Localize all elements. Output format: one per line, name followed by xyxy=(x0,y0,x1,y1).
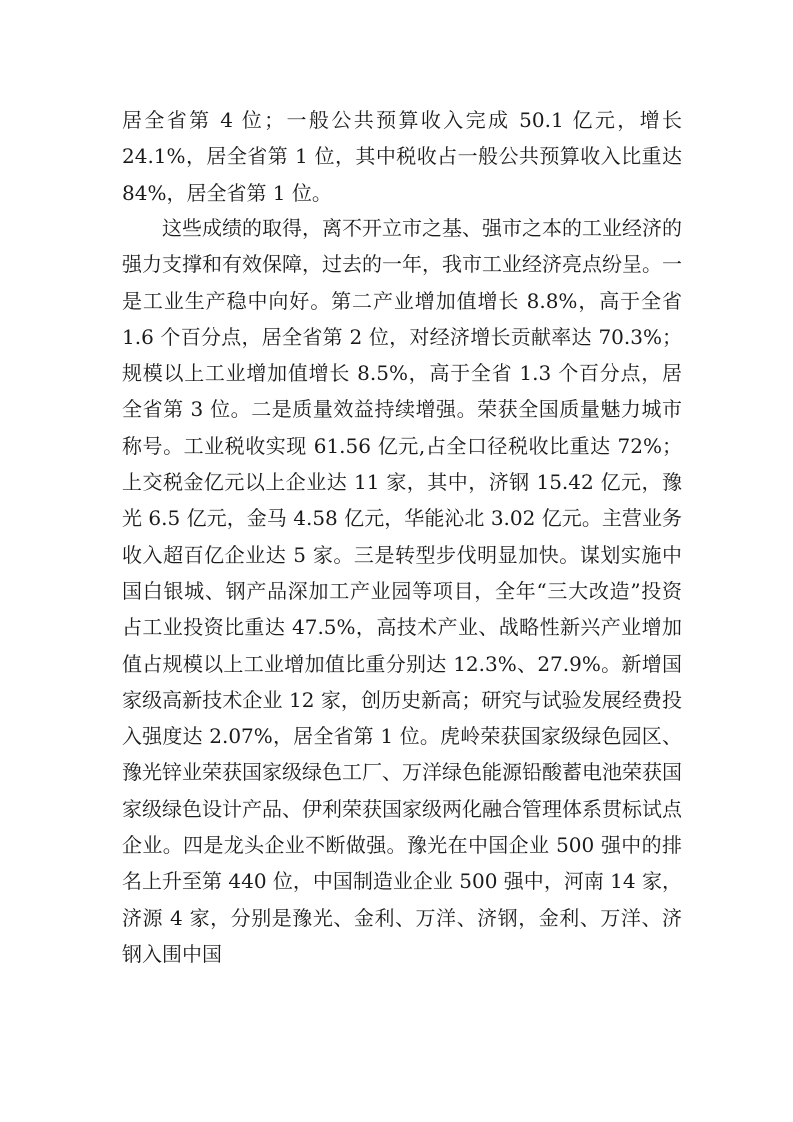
paragraph-revenue-summary: 居全省第 4 位；一般公共预算收入完成 50.1 亿元，增长 24.1%，居全省第 1 位，其中税收占一般公共预算收入比重达 84%，居全省第 1 位。 xyxy=(122,108,682,205)
paragraph-industrial-economy: 这些成绩的取得，离不开立市之基、强市之本的工业经济的强力支撑和有效保障，过去的一年，我市工业经济亮点纷呈。一是工业生产稳中向好。第二产业增加值增长 8.8%，高于全省 1.6 个百分点，居全省第 2 位，对经济增长贡献率达 70.3%；规模以上工业增加值增长 8.5%，高于全省 1.3 个百分点，居全省第 3 位。二是质量效益持续增强。荣获全国质量魅力城市称号。工业税收实现 61.56 亿元,占全口径税收比重达 72%；上交税金亿元以上企业达 11 家，其中，济钢 15.42 亿元，豫光 6.5 亿元，金马 4.58 亿元，华能沁北 3.02 亿元。主营业务收入超百亿企业达 5 家。三是转型步伐明显加快。谋划实施中国白银城、钢产品深加工产业园等项目，全年“三大改造”投资占工业投资比重达 47.5%，高技术产业、战略性新兴产业增加值占规模以上工业增加值比重分别达 12.3%、27.9%。新增国家级高新技术企业 12 家，创历史新高；研究与试验发展经费投入强度达 2.07%，居全省第 1 位。虎岭荣获国家级绿色园区、豫光锌业荣获国家级绿色工厂、万洋绿色能源铅酸蓄电池荣获国家级绿色设计产品、伊利荣获国家级两化融合管理体系贯标试点企业。四是龙头企业不断做强。豫光在中国企业 500 强中的排名上升至第 440 位，中国制造业企业 500 强中，河南 14 家，济源 4 家，分别是豫光、金利、万洋、济钢，金利、万洋、济钢入围中国 xyxy=(122,216,682,966)
